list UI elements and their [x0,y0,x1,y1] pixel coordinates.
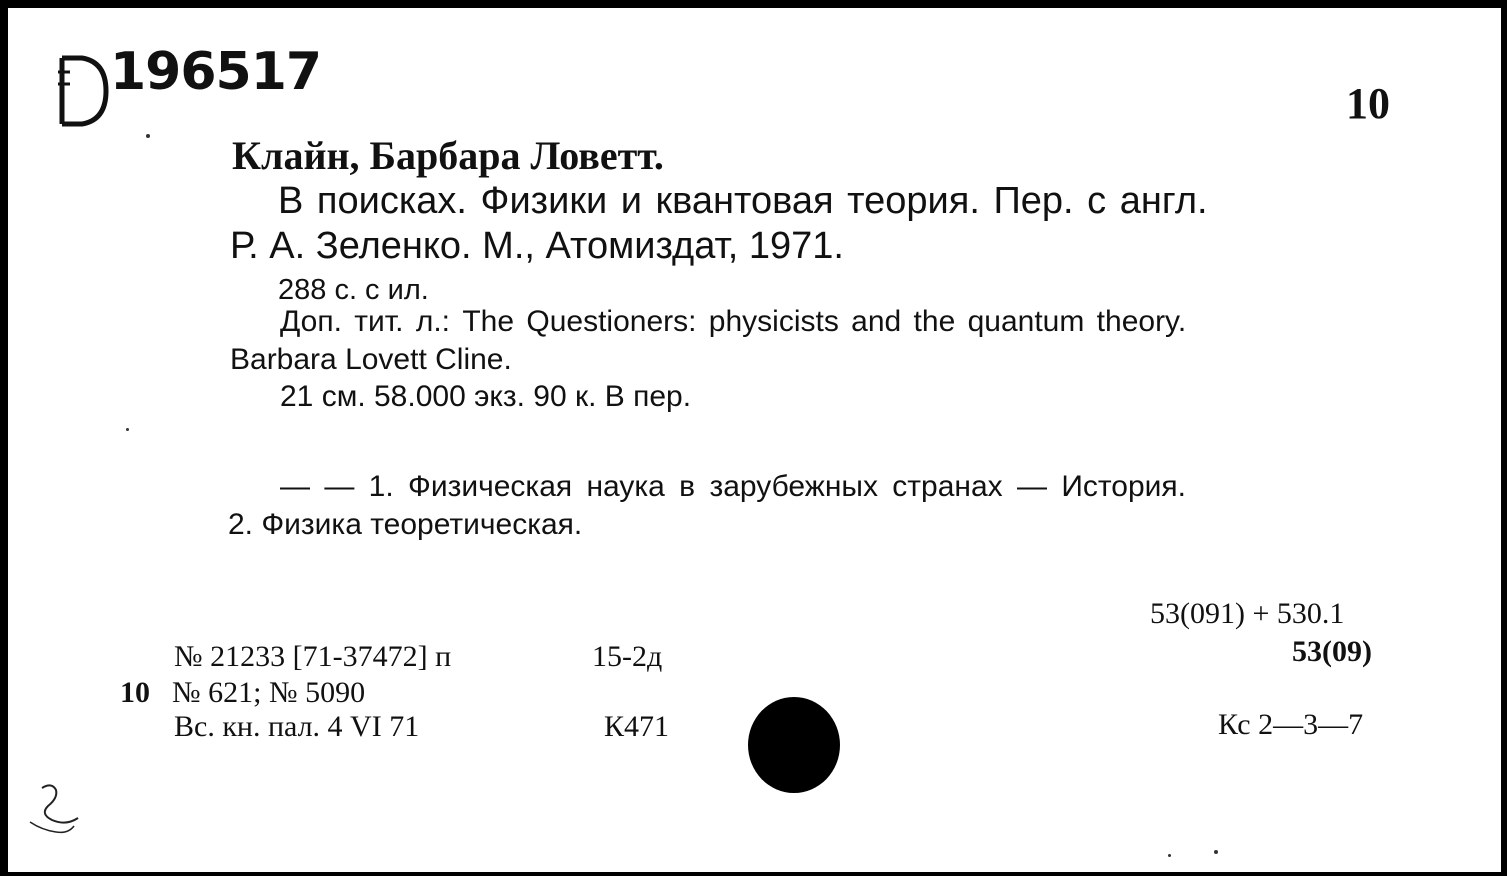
subject-headings-line-1: — — 1. Физическая наука в зарубежных странах — История. [280,470,1187,503]
punched-hole [748,697,840,793]
handwritten-mark-icon [22,780,92,840]
d-letter-stamp-icon [56,54,114,128]
book-chamber-code: К471 [604,710,670,743]
card-edge-bottom [0,872,1507,876]
speck-mark [146,134,150,138]
card-code: Кс 2—3—7 [1218,708,1364,741]
book-chamber-line: Вс. кн. пал. 4 VI 71 [174,710,420,743]
author-heading: Клайн, Барбара Ловетт. [232,133,664,178]
format-line: 21 см. 58.000 экз. 90 к. В пер. [280,380,692,413]
parallel-title-line: Доп. тит. л.: The Questioners: physicists and the quantum theory. [280,305,1187,338]
order-size: 15-2д [592,640,663,673]
title-line: В поисках. Физики и квантовая теория. Пер. с англ. [278,180,1208,222]
card-edge-right [1501,0,1507,876]
pages-line: 288 с. с ил. [278,274,429,306]
udc-classification-line-2: 53(09) [1292,635,1372,668]
publication-line: Р. А. Зеленко. М., Атомиздат, 1971. [230,225,844,267]
card-edge-left [0,0,8,876]
speck-mark [1214,850,1218,854]
speck-mark [1168,854,1171,857]
subject-headings-line-2: 2. Физика теоретическая. [228,508,583,541]
copies-numbers-line: № 621; № 5090 [172,676,366,709]
parallel-author-line: Barbara Lovett Cline. [230,343,512,376]
card-count: 10 [1346,79,1390,128]
catalog-number: 196517 [110,42,322,102]
speck-mark [126,428,129,431]
udc-classification-line-1: 53(091) + 530.1 [1150,597,1345,630]
copies-prefix: 10 [120,676,150,709]
order-number-line: № 21233 [71-37472] п [174,640,452,673]
card-edge-top [0,0,1507,8]
